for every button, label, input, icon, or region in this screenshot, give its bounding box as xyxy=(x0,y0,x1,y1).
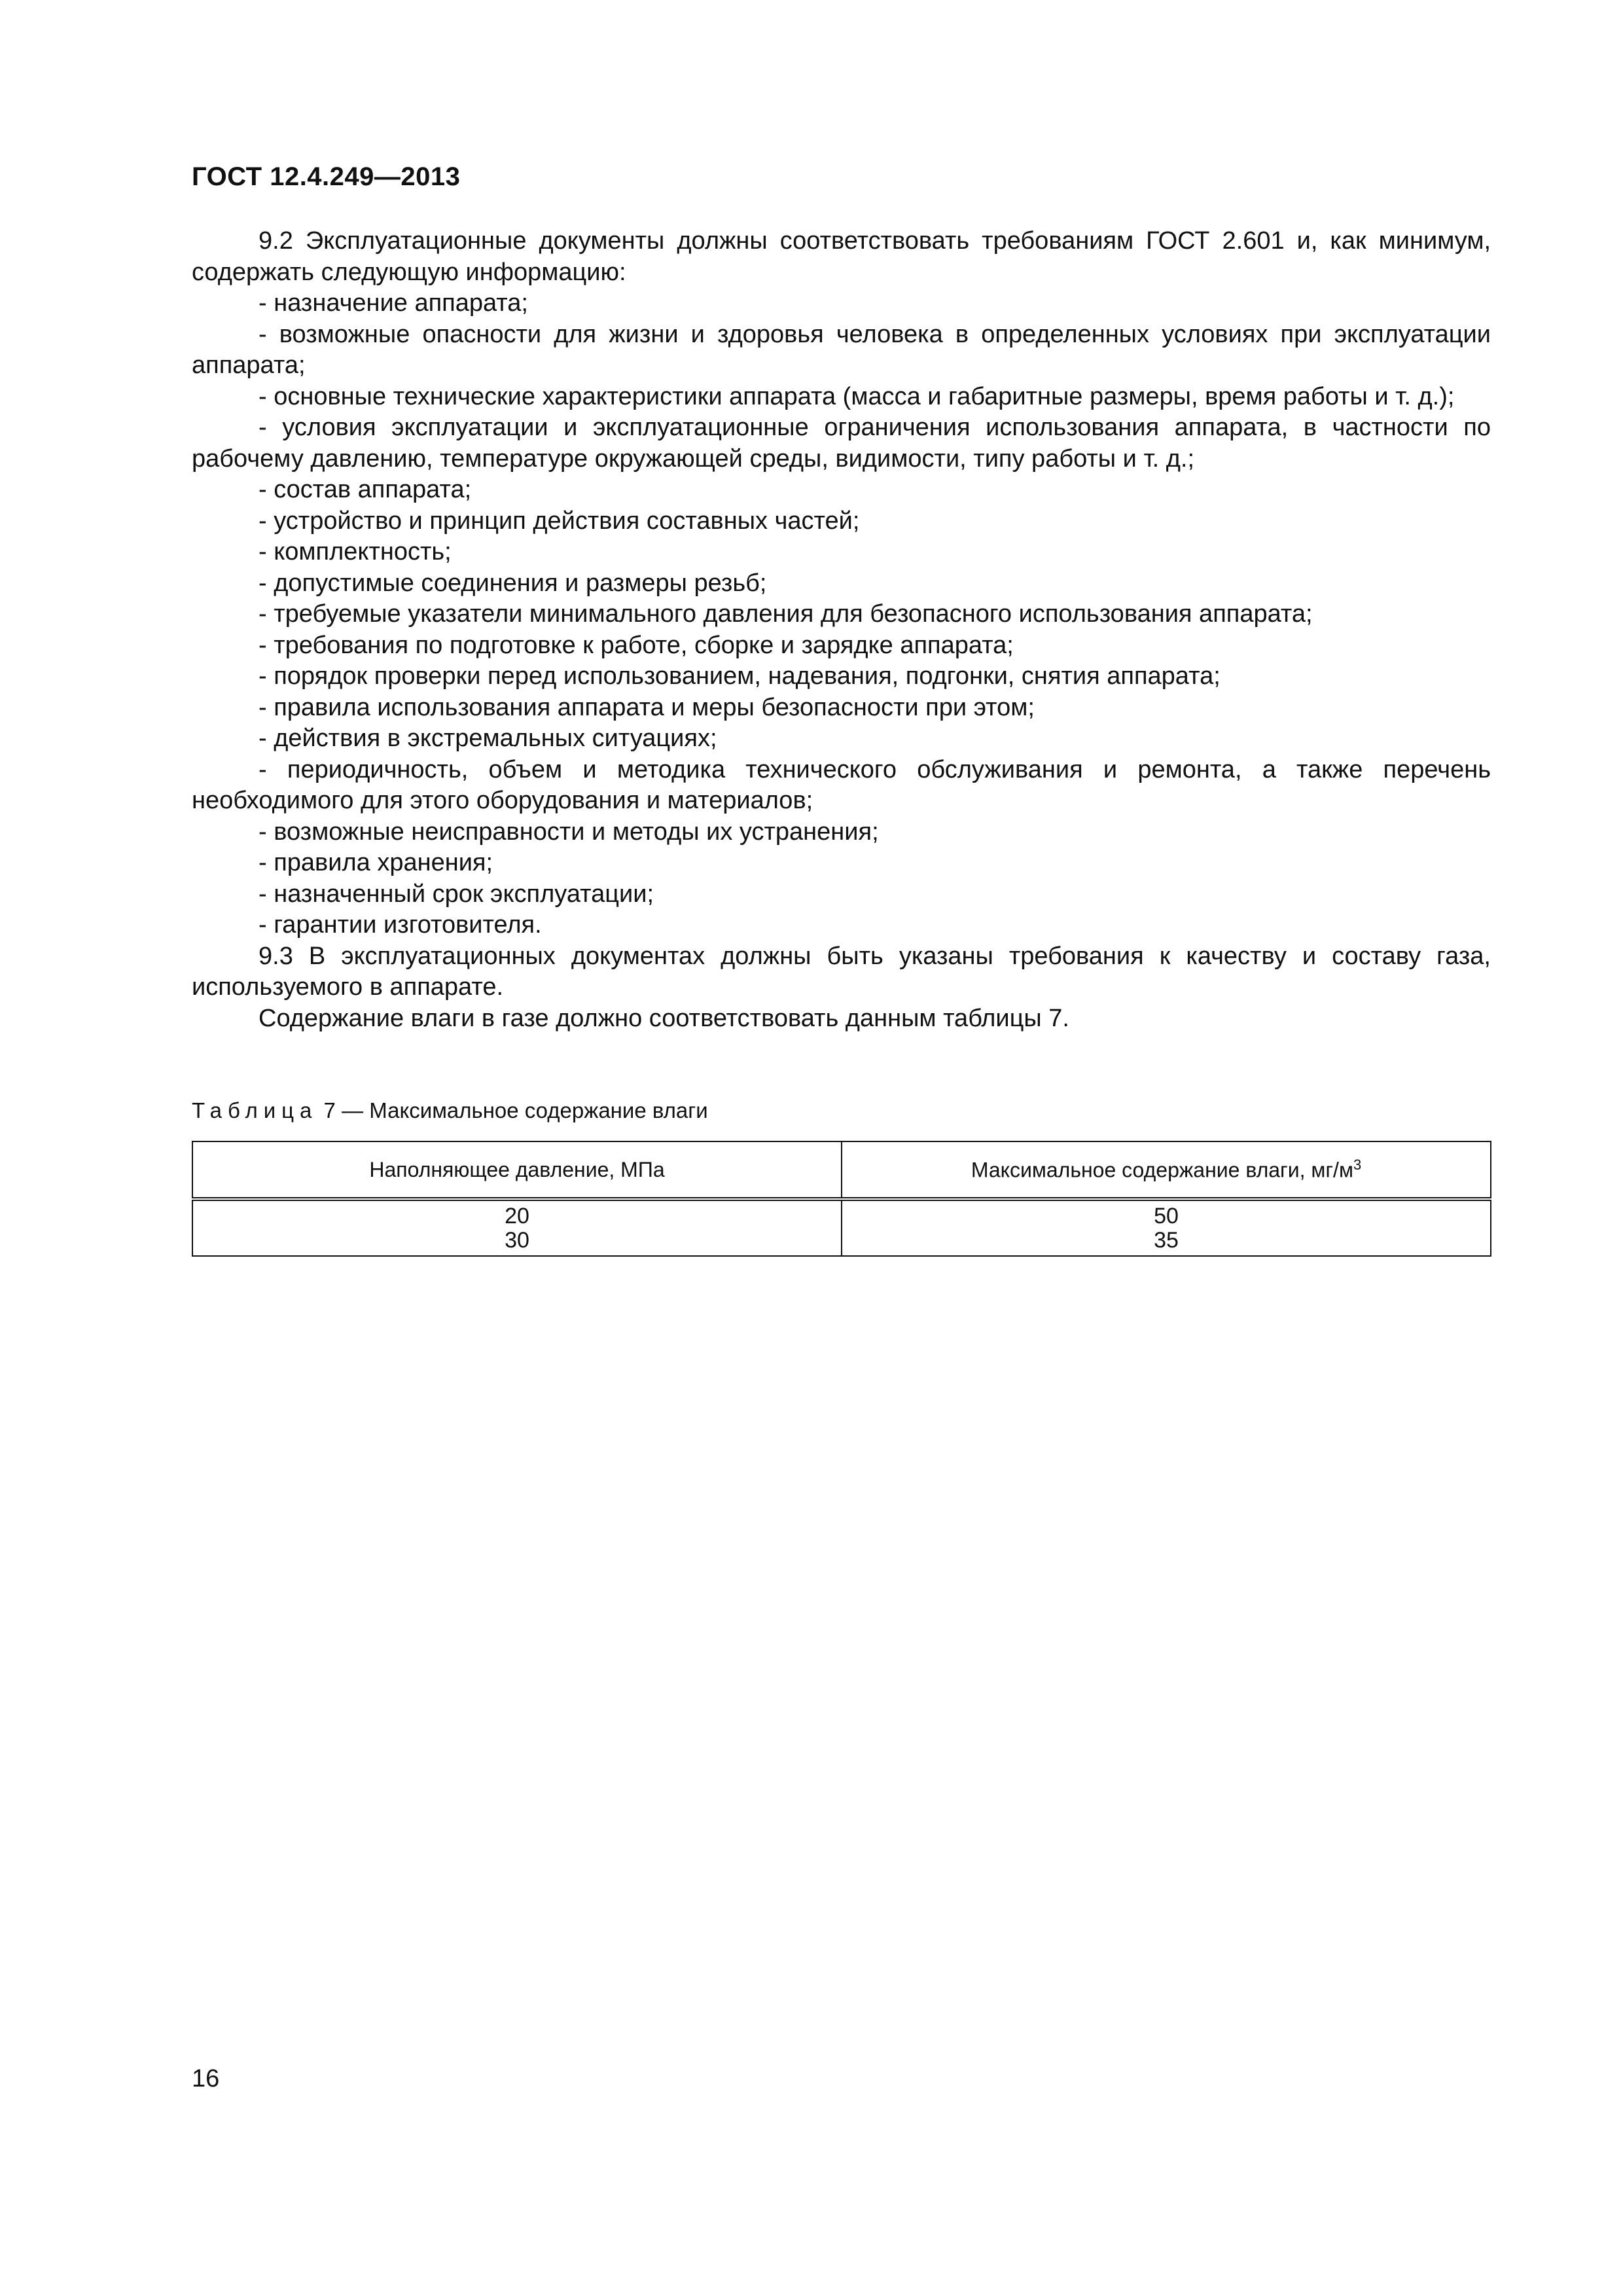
unit-superscript: 3 xyxy=(1353,1157,1362,1174)
list-item: - периодичность, объем и методика технического обслуживания и ремонта, а также перечень необходимого для этого оборудования и материалов; xyxy=(192,755,1491,814)
column-header-moisture: Максимальное содержание влаги, $мг/м^3$ xyxy=(842,1141,1491,1199)
table-cell: 50 xyxy=(1154,1204,1179,1229)
list-item: - состав аппарата; xyxy=(259,476,472,503)
table-caption-title: 7 — Максимальное содержание влаги xyxy=(317,1098,708,1122)
column-header-pressure: Наполняющее давление, МПа xyxy=(192,1141,842,1199)
table-caption-label: Таблица xyxy=(192,1098,318,1122)
list-item: - возможные неисправности и методы их устранения; xyxy=(259,817,879,846)
list-item: - правила использования аппарата и меры безопасности при этом; xyxy=(259,693,1035,721)
list-item: - действия в экстремальных ситуациях; xyxy=(259,725,717,752)
list-item: - условия эксплуатации и эксплуатационные ограничения использования аппарата, в частности по рабочему давлению, температуре окружающей среды, видимости, типу работы и т. д.; xyxy=(192,414,1491,473)
table-cell: 20 xyxy=(505,1204,529,1229)
list-item: - возможные опасности для жизни и здоровья человека в определенных условиях при эксплуатации аппарата; xyxy=(192,320,1491,379)
list-item: - комплектность; xyxy=(259,538,452,565)
list-item: - правила хранения; xyxy=(259,849,493,876)
document-header: ГОСТ 12.4.249—2013 xyxy=(192,162,461,191)
pressure-values-cell xyxy=(192,1199,842,1256)
list-item: - порядок проверки перед использованием, надевания, подгонки, снятия аппарата; xyxy=(259,662,1221,690)
paragraph: 9.3 В эксплуатационных документах должны быть указаны требования к качеству и составу газа, используемого в аппарате. xyxy=(192,942,1491,1001)
body-text xyxy=(192,226,1491,1034)
list-item: - гарантии изготовителя. xyxy=(259,911,542,939)
list-item: - требования по подготовке к работе, сборке и зарядке аппарата; xyxy=(259,631,1014,659)
table-cell: 35 xyxy=(1154,1228,1179,1253)
list-item: - назначенный срок эксплуатации; xyxy=(259,880,654,908)
list-item: - допустимые соединения и размеры резьб; xyxy=(259,569,767,597)
table-cell: 30 xyxy=(505,1228,529,1253)
table-caption xyxy=(192,1098,708,1123)
list-item: - назначение аппарата; xyxy=(259,289,528,317)
paragraph: Содержание влаги в газе должно соответствовать данным таблицы 7. xyxy=(259,1004,1069,1032)
moisture-table xyxy=(192,1141,1491,1257)
page-number: 16 xyxy=(192,2065,220,2092)
table-header-row xyxy=(192,1141,1491,1199)
table-row xyxy=(192,1199,1491,1256)
paragraph: 9.2 Эксплуатационные документы должны соответствовать требованиям ГОСТ 2.601 и, как минимум, содержать следующую информацию: xyxy=(192,227,1491,286)
list-item: - основные технические характеристики аппарата (масса и габаритные размеры, время работы и т. д.); xyxy=(259,382,1455,410)
list-item: - устройство и принцип действия составных частей; xyxy=(259,507,860,535)
moisture-values-cell xyxy=(842,1199,1491,1256)
list-item: - требуемые указатели минимального давления для безопасного использования аппарата; xyxy=(259,600,1313,628)
